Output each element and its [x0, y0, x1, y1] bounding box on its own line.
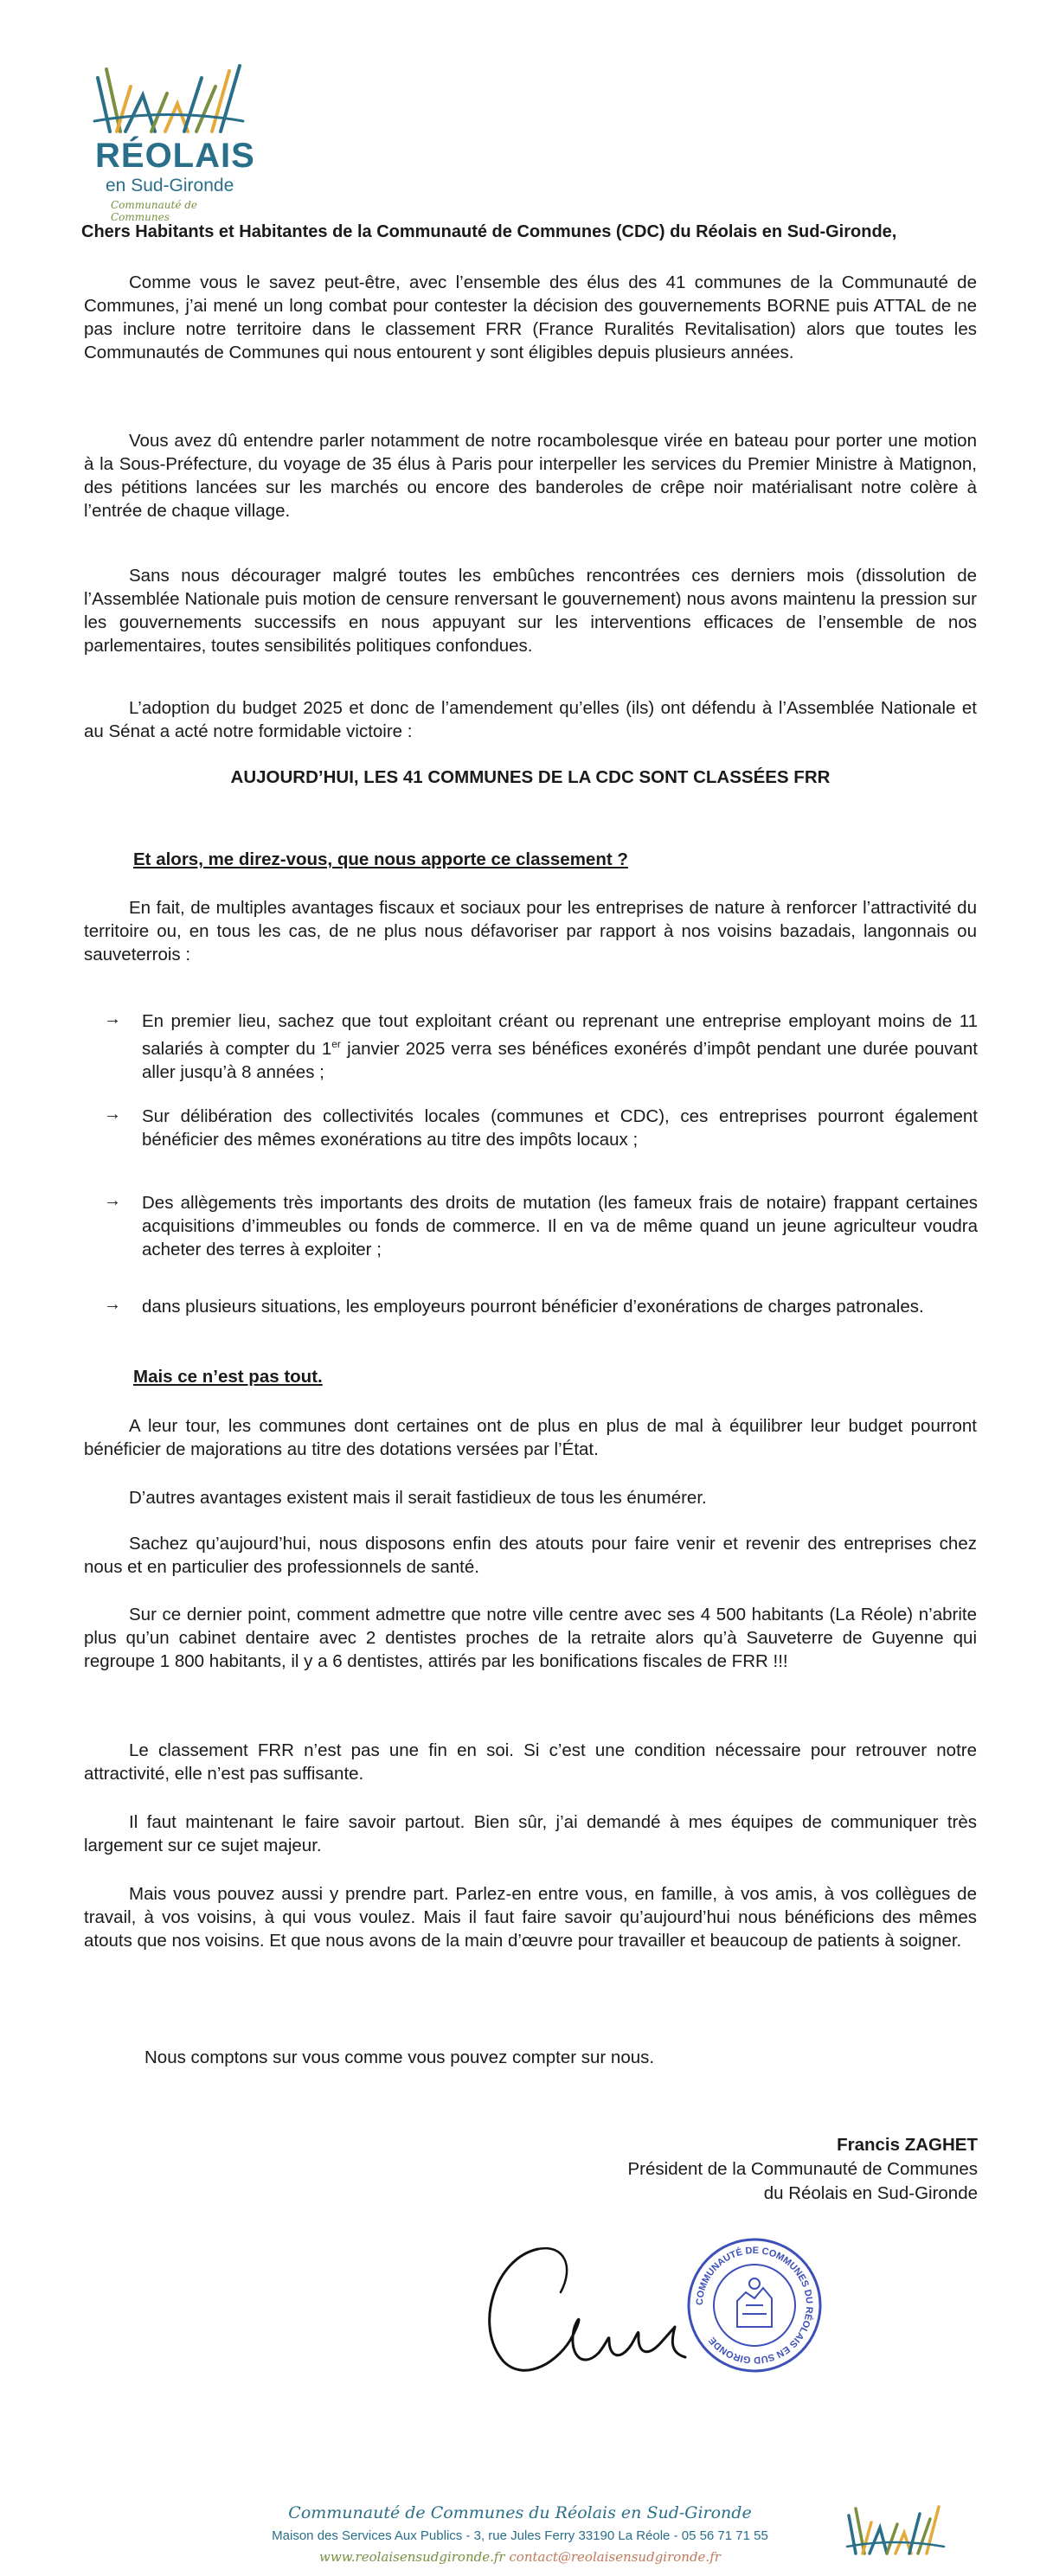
arrow-icon: →	[104, 1295, 121, 1314]
paragraph: Vous avez dû entendre parler notamment de notre rocambolesque virée en bateau pour porter une motion à la Sous-Préfecture, du voyage de 35 élus à Paris pour interpeller les services du Premier Ministre à Matignon, des pétitions lancées sur les marchés ou encore des banderoles de crêpe noir matérialisant notre colère à l’entrée de chaque village.	[84, 431, 977, 521]
email-link[interactable]: contact@reolaisensudgironde.fr	[509, 2549, 721, 2565]
paragraph: Sans nous décourager malgré toutes les embûches rencontrées ces derniers mois (dissolution de l’Assemblée Nationale puis motion de censure renversant le gouvernement) nous avons maintenu la pression sur les gouvernements successifs en nous appuyant sur les interventions efficaces de l’ensemble de nos parlementaires, toutes sensibilités politiques confondues.	[84, 566, 977, 656]
handwritten-signature	[478, 2232, 703, 2387]
paragraph: Sur ce dernier point, comment admettre que notre ville centre avec ses 4 500 habitants (La Réole) n’abrite plus qu’un cabinet dentaire avec 2 dentistes proches de la retraite alors qu’à Sauveterre de Guyenne qui regroupe 1 800 habitants, il y a 6 dentistes, attirés par les bonifications fiscales de FRR !!!	[84, 1605, 977, 1671]
list-item-text: Sur délibération des collectivités locales (communes et CDC), ces entreprises pourront également bénéficier des mêmes exonérations au titre des impôts locaux ;	[142, 1106, 978, 1150]
paragraph: Il faut maintenant le faire savoir partout. Bien sûr, j’ai demandé à mes équipes de communiquer très largement sur ce sujet majeur.	[84, 1812, 977, 1855]
list-item-text: dans plusieurs situations, les employeurs pourront bénéficier d’exonérations de charges patronales.	[142, 1297, 924, 1317]
footer-logo-mark-icon	[844, 2500, 947, 2560]
paragraph: A leur tour, les communes dont certaines ont de plus en plus de mal à équilibrer leur budget pourront bénéficier de majorations au titre des dotations versées par l’État.	[84, 1416, 977, 1459]
arrow-icon: →	[104, 1009, 121, 1028]
paragraph: Le classement FRR n’est pas une fin en soi. Si c’est une condition nécessaire pour retrouver notre attractivité, elle n’est pas suffisante.	[84, 1740, 977, 1784]
signer-role: Président de la Communauté de Communes	[627, 2159, 978, 2179]
svg-text:COMMUNAUTÉ DE COMMUNES DU RÉOL: COMMUNAUTÉ DE COMMUNES DU RÉOLAIS EN SUD GIRONDE	[694, 2245, 815, 2366]
paragraph: Comme vous le savez peut-être, avec l’ensemble des élus des 41 communes de la Communauté de Communes, j’ai mené un long combat pour contester la décision des gouvernements BORNE puis ATTAL de ne pas inclure notre territoire dans le classement FRR (France Ruralités Revitalisation) alors que toutes les Communautés de Communes qui nous entourent y sont éligibles depuis plusieurs années.	[84, 272, 977, 362]
headline: AUJOURD’HUI, LES 41 COMMUNES DE LA CDC SONT CLASSÉES FRR	[230, 767, 831, 787]
paragraph: Nous comptons sur vous comme vous pouvez compter sur nous.	[144, 2047, 655, 2067]
cdc-logo	[87, 61, 255, 223]
paragraph: D’autres avantages existent mais il serait fastidieux de tous les énumérer.	[129, 1488, 707, 1508]
section-more: Mais ce n’est pas tout.	[133, 1367, 323, 1387]
official-stamp	[685, 2236, 824, 2374]
website-link[interactable]: www.reolaisensudgironde.fr	[319, 2549, 505, 2565]
arrow-icon: →	[104, 1191, 121, 1210]
paragraph: En fait, de multiples avantages fiscaux et sociaux pour les entreprises de nature à renforcer l’attractivité du territoire ou, en tous les cas, de ne plus nous défavoriser par rapport à nos voisins bazadais, langonnais ou sauveterrois :	[84, 898, 977, 964]
signer-role-2: du Réolais en Sud-Gironde	[763, 2183, 978, 2203]
list-item-text: En premier lieu, sachez que tout exploitant créant ou reprenant une entreprise employant moins de 11 salariés à compter du 1er janvier 2025 verra ses bénéfices exonérés d’impôt pendant une durée pouvant aller jusqu’à 8 années ;	[142, 1011, 978, 1082]
logo-tagline: Communauté de Communes	[111, 199, 198, 223]
paragraph: Mais vous pouvez aussi y prendre part. Parlez-en entre vous, en famille, à vos amis, à vos collègues de travail, à vos voisins, à qui vous voulez. Mais il faut faire savoir qu’aujourd’hui nous bénéficions des mêmes atouts que nos voisins. Et que nous avons de la main d’œuvre pour travailler et beaucoup de patients à soigner.	[84, 1884, 977, 1951]
letter-greeting: Chers Habitants et Habitantes de la Communauté de Communes (CDC) du Réolais en Sud-Gironde,	[81, 222, 897, 241]
signer-block	[627, 2133, 978, 2206]
arrow-icon: →	[104, 1105, 121, 1124]
logo-mark-icon	[91, 61, 247, 138]
footer-address: Maison des Services Aux Publics - 3, rue Jules Ferry 33190 La Réole - 05 56 71 71 55	[272, 2528, 768, 2543]
paragraph: Sachez qu’aujourd’hui, nous disposons enfin des atouts pour faire venir et revenir des entreprises chez nous et en particulier des professionnels de santé.	[84, 1534, 977, 1577]
signer-name: Francis ZAGHET	[837, 2135, 978, 2155]
logo-subtitle: en Sud-Gironde	[106, 176, 234, 195]
footer-organization: Communauté de Communes du Réolais en Sud-Gironde	[288, 2503, 752, 2522]
logo-name: RÉOLAIS	[95, 137, 255, 175]
section-question: Et alors, me direz-vous, que nous apporte ce classement ?	[133, 849, 628, 869]
list-item-text: Des allègements très importants des droits de mutation (les fameux frais de notaire) frappant certaines acquisitions d’immeubles ou fonds de commerce. Il en va de même quand un jeune agriculteur voudra acheter des terres à exploiter ;	[142, 1193, 978, 1259]
paragraph: L’adoption du budget 2025 et donc de l’amendement qu’elles (ils) ont défendu à l’Assemblée Nationale et au Sénat a acté notre formidable victoire :	[84, 698, 977, 741]
